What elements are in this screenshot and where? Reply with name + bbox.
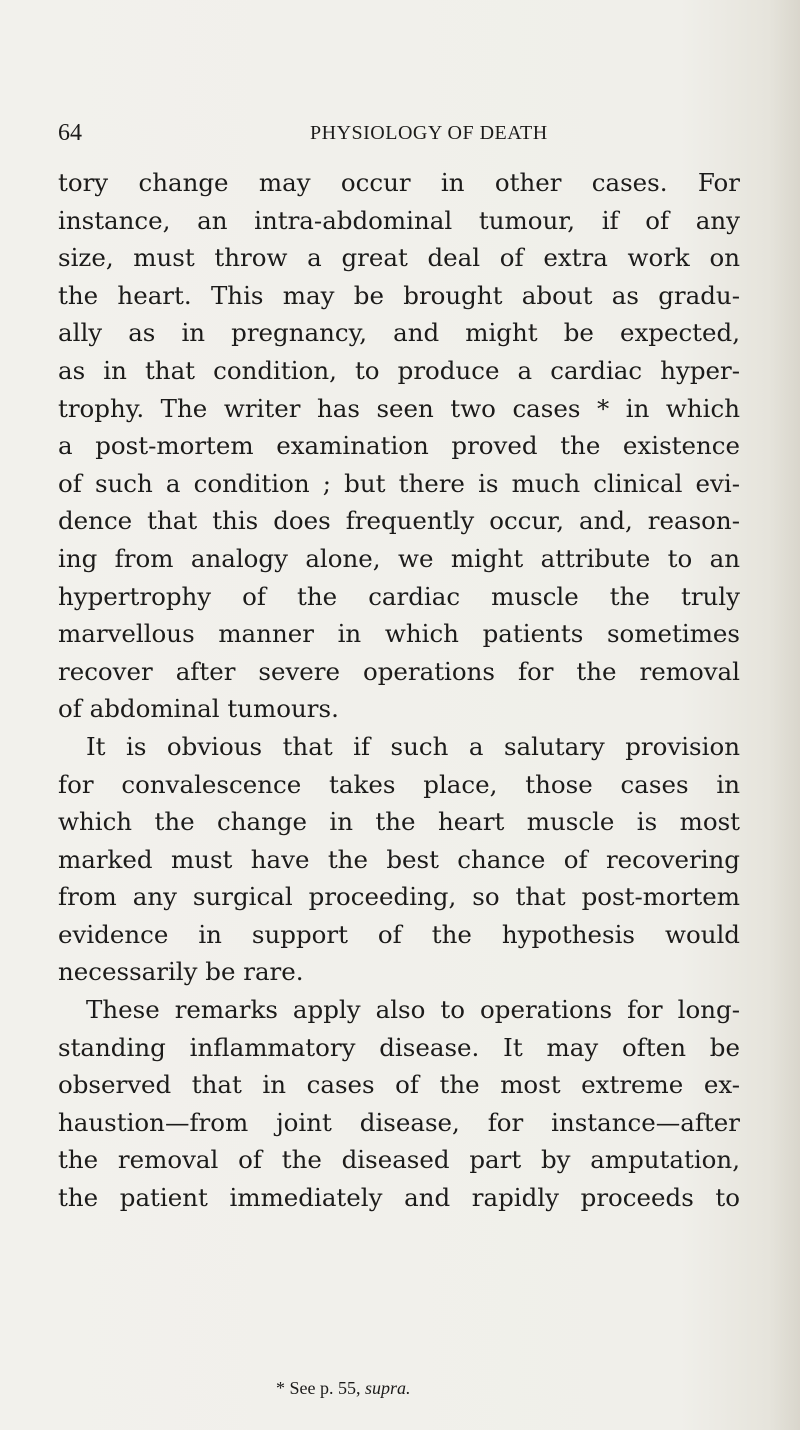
text-line: from any surgical proceeding, so that post-mortem bbox=[58, 882, 740, 912]
text-line: marked must have the best chance of recovering bbox=[58, 844, 740, 874]
text-line: These remarks apply also to operations for long- bbox=[86, 995, 740, 1025]
text-line: a post-mortem examination proved the existence bbox=[58, 431, 740, 461]
text-line: for convalescence takes place, those cases in bbox=[58, 769, 740, 799]
running-head-title: PHYSIOLOGY OF DEATH bbox=[310, 122, 548, 144]
text-line: which the change in the heart muscle is most bbox=[58, 807, 740, 837]
text-line: hypertrophy of the cardiac muscle the truly bbox=[58, 581, 740, 611]
text-line: ing from analogy alone, we might attribute to an bbox=[58, 543, 740, 573]
text-line: as in that condition, to produce a cardiac hyper- bbox=[58, 355, 740, 385]
text-line: tory change may occur in other cases. For bbox=[58, 168, 740, 197]
text-line: haustion—from joint disease, for instance—after bbox=[58, 1107, 740, 1137]
page-number: 64 bbox=[58, 120, 82, 146]
text-line: the removal of the diseased part by amputation, bbox=[58, 1145, 740, 1175]
text-line: of abdominal tumours. bbox=[58, 694, 339, 724]
text-line: the heart. This may be brought about as gradu- bbox=[58, 280, 740, 310]
footnote bbox=[276, 1378, 411, 1399]
footnote-text: * See p. 55, bbox=[276, 1378, 361, 1398]
paragraph-1 bbox=[58, 164, 740, 728]
body-text bbox=[58, 164, 740, 1217]
paragraph-2 bbox=[58, 728, 740, 991]
text-line: the patient immediately and rapidly proceeds to bbox=[58, 1183, 740, 1213]
text-line: observed that in cases of the most extreme ex- bbox=[58, 1070, 740, 1100]
running-head bbox=[58, 120, 748, 150]
text-line: standing inflammatory disease. It may often be bbox=[58, 1032, 740, 1062]
text-line: evidence in support of the hypothesis would bbox=[58, 919, 740, 949]
footnote-ref: supra. bbox=[365, 1378, 411, 1398]
text-line: dence that this does frequently occur, and, reason- bbox=[58, 506, 740, 536]
text-line: trophy. The writer has seen two cases * in which bbox=[58, 393, 740, 423]
text-line: size, must throw a great deal of extra work on bbox=[58, 243, 740, 273]
text-line: It is obvious that if such a salutary provision bbox=[86, 731, 740, 761]
paragraph-3 bbox=[58, 991, 740, 1217]
text-line: ally as in pregnancy, and might be expected, bbox=[58, 318, 740, 348]
text-line: recover after severe operations for the removal bbox=[58, 656, 740, 686]
text-line: of such a condition ; but there is much clinical evi- bbox=[58, 468, 740, 498]
text-line: marvellous manner in which patients sometimes bbox=[58, 619, 740, 649]
text-line: instance, an intra-abdominal tumour, if of any bbox=[58, 205, 740, 235]
text-line: necessarily be rare. bbox=[58, 957, 304, 987]
